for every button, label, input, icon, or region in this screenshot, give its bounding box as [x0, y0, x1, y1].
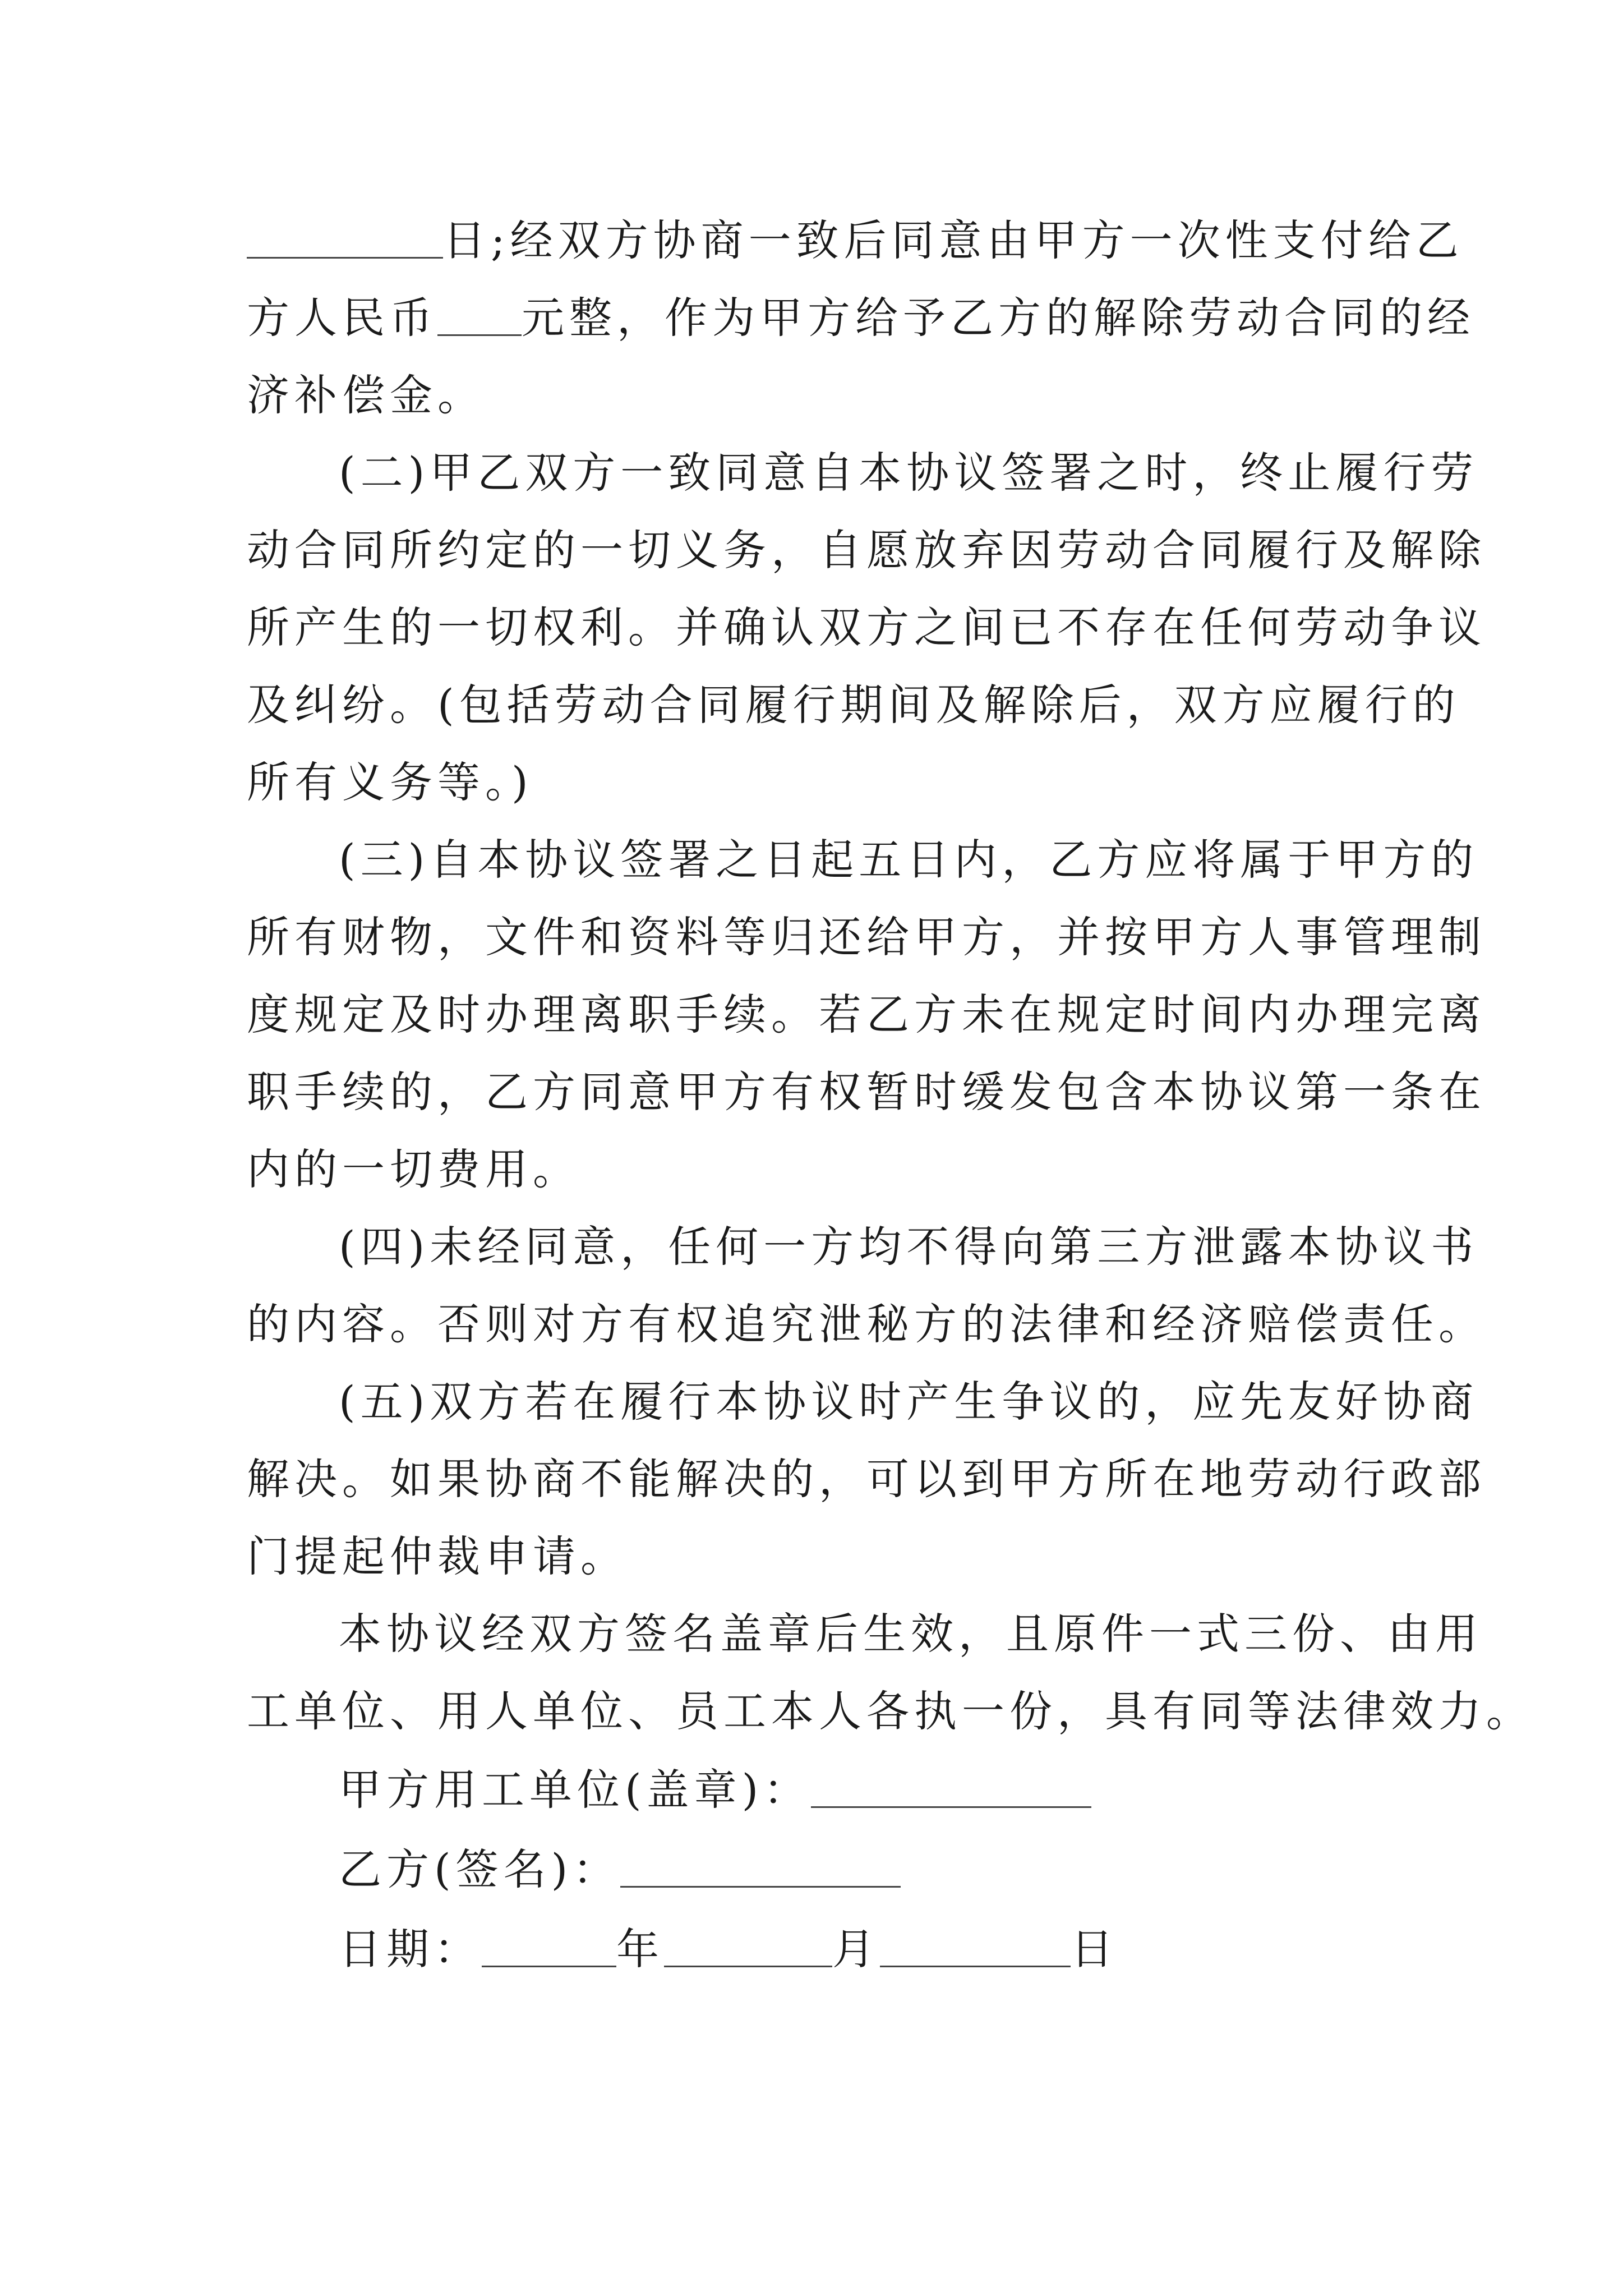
- party-b-signature-field[interactable]: [620, 1838, 901, 1888]
- paragraph-line: 的内容。否则对方有权追究泄秘方的法律和经济赔偿责任。: [247, 1299, 1486, 1349]
- paragraph-line: 济补偿金。: [247, 370, 485, 420]
- blank-field: [247, 209, 443, 259]
- paragraph-line: 门提起仲裁申请。: [247, 1531, 628, 1581]
- paragraph-line: 职手续的，乙方同意甲方有权暂时缓发包含本协议第一条在: [247, 1067, 1486, 1117]
- amount-blank-field: [437, 286, 522, 336]
- paragraph-line: [247, 279, 1475, 357]
- paragraph-line: 工单位、用人单位、员工本人各执一份，具有同等法律效力。: [247, 1686, 1534, 1736]
- paragraph-line: [247, 202, 1464, 279]
- paragraph-line: 度规定及时办理离职手续。若乙方未在规定时间内办理完离: [247, 990, 1486, 1039]
- paragraph-line: (三)自本协议签署之日起五日内，乙方应将属于甲方的: [339, 835, 1479, 885]
- date-label: 日期：: [339, 1924, 482, 1974]
- paragraph-line: 内的一切费用。: [247, 1144, 580, 1194]
- paragraph-line: 解决。如果协商不能解决的，可以到甲方所在地劳动行政部: [247, 1454, 1486, 1504]
- paragraph-line: 所有财物，文件和资料等归还给甲方，并按甲方人事管理制: [247, 912, 1486, 962]
- party-a-signature-row: [247, 1750, 1402, 1830]
- party-a-label: 甲方用工单位(盖章)：: [339, 1765, 811, 1815]
- year-field[interactable]: [482, 1917, 616, 1967]
- month-field[interactable]: [664, 1917, 832, 1967]
- day-field[interactable]: [880, 1917, 1071, 1967]
- paragraph-line: (二)甲乙双方一致同意自本协议签署之时，终止履行劳: [339, 448, 1479, 498]
- day-label: 日: [1071, 1924, 1118, 1974]
- party-b-label: 乙方(签名)：: [339, 1844, 621, 1894]
- paragraph-line: 及纠纷。(包括劳动合同履行期间及解除后，双方应履行的: [247, 680, 1460, 730]
- agreement-body: [247, 202, 1534, 1989]
- party-a-seal-field[interactable]: [811, 1758, 1091, 1808]
- party-b-signature-row: [247, 1830, 1402, 1910]
- paragraph-line: 所产生的一切权利。并确认双方之间已不存在任何劳动争议: [247, 602, 1486, 652]
- date-row: [247, 1910, 1402, 1989]
- line-text: 方人民币: [247, 293, 437, 343]
- month-label: 月: [832, 1924, 880, 1974]
- paragraph-line: 本协议经双方签名盖章后生效，且原件一式三份、由用: [339, 1609, 1483, 1659]
- paragraph-line: 动合同所约定的一切义务，自愿放弃因劳动合同履行及解除: [247, 525, 1486, 575]
- line-text: 日;经双方协商一致后同意由甲方一次性支付给乙: [443, 215, 1464, 265]
- line-text: 元整，作为甲方给予乙方的解除劳动合同的经: [522, 293, 1475, 343]
- paragraph-line: 所有义务等。): [247, 757, 533, 807]
- paragraph-line: (五)双方若在履行本协议时产生争议的，应先友好协商: [339, 1377, 1479, 1427]
- paragraph-line: (四)未经同意，任何一方均不得向第三方泄露本协议书: [339, 1222, 1479, 1272]
- year-label: 年: [616, 1924, 664, 1974]
